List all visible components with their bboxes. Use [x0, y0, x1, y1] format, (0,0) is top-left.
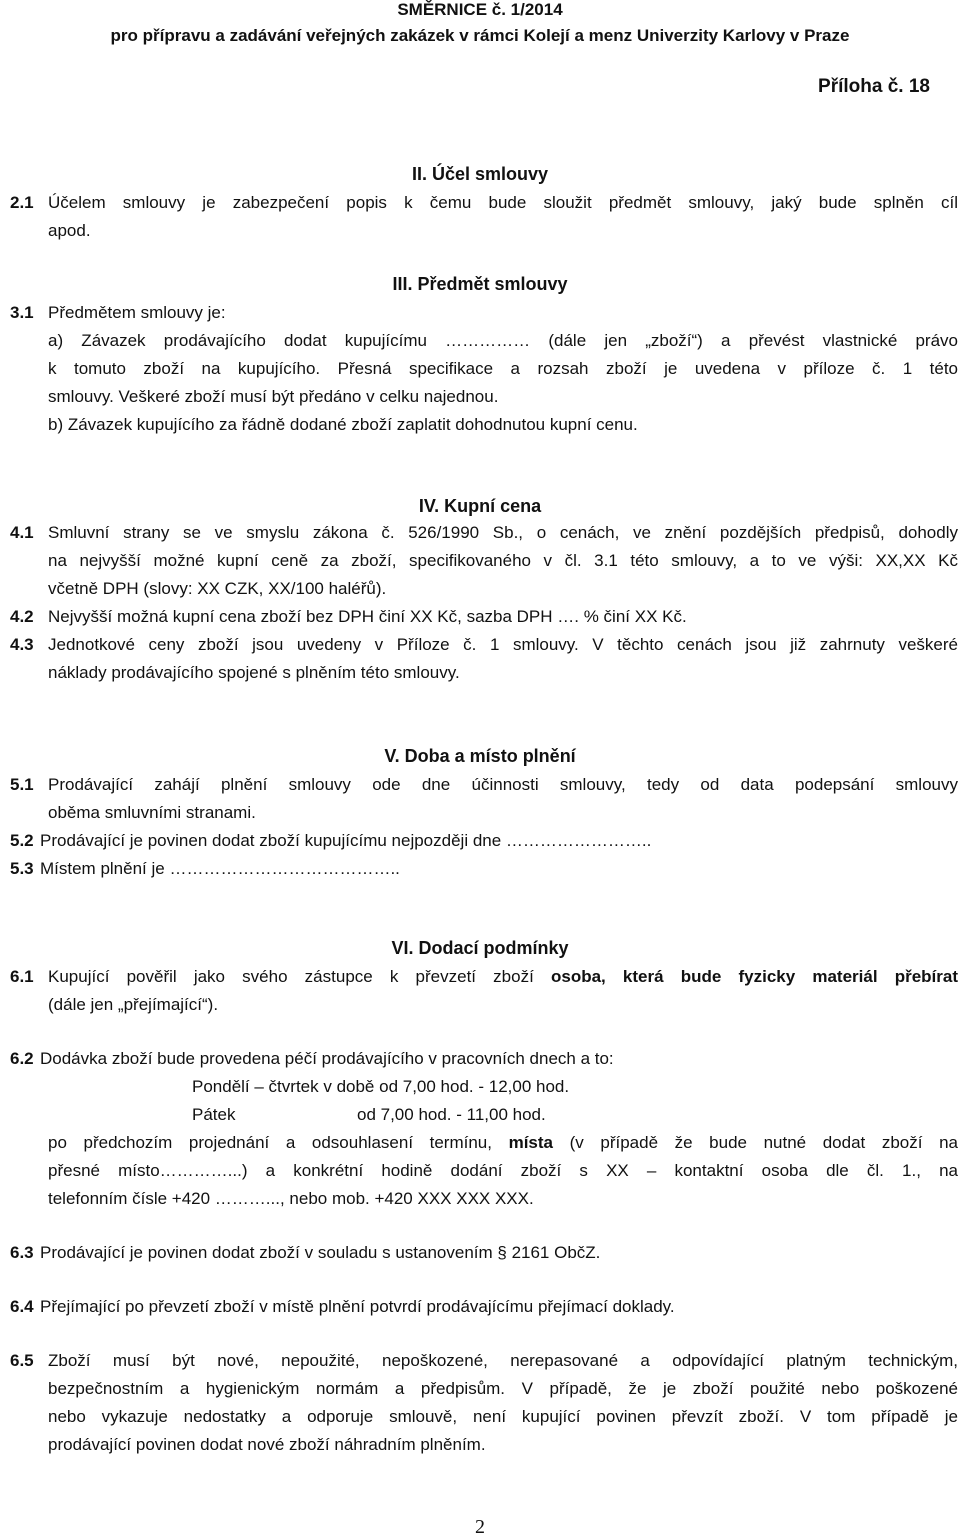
clause-text: Předmětem smlouvy je:	[48, 303, 226, 322]
clause-number: 6.2	[10, 1049, 34, 1068]
clause-text: Dodávka zboží bude provedena péčí prodávajícího v pracovních dnech a to:	[40, 1049, 614, 1068]
clause-text: včetně DPH (slovy: XX CZK, XX/100 haléřů).	[48, 579, 387, 598]
clause-text: Zboží musí být nové, nepoužité, nepoškozené, nerepasované a odpovídající platným technickým,	[48, 1351, 958, 1370]
clause-text: Účelem smlouvy je zabezpečení popis k čemu bude sloužit předmět smlouvy, jaký bude splněn cíl	[48, 193, 958, 212]
clause-text: Jednotkové ceny zboží jsou uvedeny v Příloze č. 1 smlouvy. V těchto cenách jsou již zahrnuty veškeré	[48, 635, 958, 654]
clause-number: 6.5	[10, 1351, 34, 1370]
directive-subtitle: pro přípravu a zadávání veřejných zakázek v rámci Kolejí a menz Univerzity Karlovy v Praze	[110, 26, 850, 45]
clause-text: oběma smluvními stranami.	[48, 803, 256, 822]
clause-text: prodávající povinen dodat nové zboží náhradním plněním.	[48, 1435, 486, 1454]
clause-number: 4.2	[10, 607, 34, 626]
clause-text: Prodávající zahájí plnění smlouvy ode dne účinnosti smlouvy, tedy od data podepsání smlouvy	[48, 775, 958, 794]
clause-text: nebo vykazuje nedostatky a odporuje smlouvě, není kupující povinen převzít zboží. V tom případě je	[48, 1407, 958, 1426]
delivery-hours-weekdays: Pondělí – čtvrtek v době od 7,00 hod. - 12,00 hod.	[192, 1077, 570, 1096]
clause-number: 4.3	[10, 635, 34, 654]
clause-text: Prodávající je povinen dodat zboží v souladu s ustanovením § 2161 ObčZ.	[40, 1243, 601, 1262]
delivery-hours-friday: od 7,00 hod. - 11,00 hod.	[357, 1105, 546, 1124]
section-title-3: III. Předmět smlouvy	[392, 274, 568, 294]
clause-text: apod.	[48, 221, 91, 240]
clause-text: a) Závazek prodávajícího dodat kupujícímu …………… (dále jen „zboží“) a převést vlastnické právo	[48, 331, 958, 350]
clause-text: po předchozím projednání a odsouhlasení termínu, místa (v případě že bude nutné dodat zboží na	[48, 1133, 958, 1152]
section-title-2: II. Účel smlouvy	[411, 164, 549, 184]
section-title-6: VI. Dodací podmínky	[391, 938, 569, 958]
delivery-day-friday: Pátek	[192, 1105, 236, 1124]
section-title-5: V. Doba a místo plnění	[384, 746, 576, 766]
clause-text: b) Závazek kupujícího za řádně dodané zboží zaplatit dohodnutou kupní cenu.	[48, 415, 638, 434]
clause-text: Přejímající po převzetí zboží v místě plnění potvrdí prodávajícímu přejímací doklady.	[40, 1297, 675, 1316]
clause-text: bezpečnostním a hygienickým normám a předpisům. V případě, že je zboží použité nebo poškozené	[48, 1379, 958, 1398]
clause-text: Kupující pověřil jako svého zástupce k převzetí zboží osoba, která bude fyzicky materiál přebírat	[48, 967, 959, 986]
clause-text: na nejvyšší možné kupní ceně za zboží, specifikovaného v čl. 3.1 této smlouvy, a to ve výši: XX,XX Kč	[48, 551, 958, 570]
clause-number: 2.1	[10, 193, 34, 212]
clause-number: 4.1	[10, 523, 34, 542]
clause-number: 5.3	[10, 859, 34, 878]
clause-text: k tomuto zboží na kupujícího. Přesná specifikace a rozsah zboží je uvedena v příloze č. 1 této	[48, 359, 958, 378]
section-title-4: IV. Kupní cena	[418, 496, 542, 516]
clause-text: telefonním čísle +420 ………..., nebo mob. +420 XXX XXX XXX.	[48, 1189, 534, 1208]
page-number: 2	[475, 1516, 485, 1538]
clause-text: smlouvy. Veškeré zboží musí být předáno v celku najednou.	[48, 387, 499, 406]
clause-text: Místem plnění je …………………………………..	[40, 859, 400, 878]
clause-text: Prodávající je povinen dodat zboží kupujícímu nejpozději dne ……………………..	[40, 831, 652, 850]
clause-text: Nejvyšší možná kupní cena zboží bez DPH činí XX Kč, sazba DPH …. % činí XX Kč.	[48, 607, 687, 626]
directive-title: SMĚRNICE č. 1/2014	[397, 0, 563, 19]
annex-label: Příloha č. 18	[818, 76, 930, 97]
clause-text: Smluvní strany se ve smyslu zákona č. 526/1990 Sb., o cenách, ve znění pozdějších předpisů, dohodly	[48, 523, 958, 542]
clause-number: 5.1	[10, 775, 34, 794]
clause-text: (dále jen „přejímající“).	[48, 995, 219, 1014]
clause-number: 6.1	[10, 967, 34, 986]
clause-number: 6.4	[10, 1297, 34, 1316]
clause-number: 5.2	[10, 831, 34, 850]
clause-text: náklady prodávajícího spojené s plněním této smlouvy.	[48, 663, 460, 682]
clause-number: 6.3	[10, 1243, 34, 1262]
clause-text: přesné místo…………...) a konkrétní hodině dodání zboží s XX – kontaktní osoba dle čl. 1., na	[48, 1161, 958, 1180]
clause-number: 3.1	[10, 303, 34, 322]
